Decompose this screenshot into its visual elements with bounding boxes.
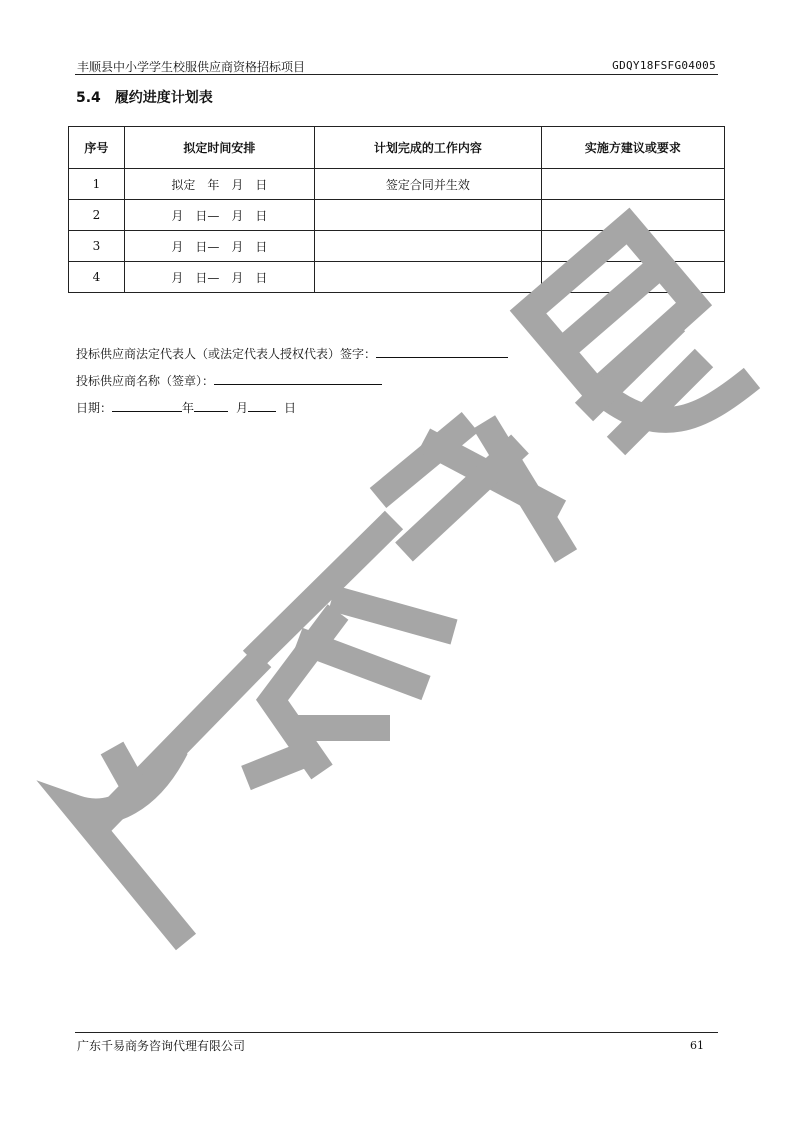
footer-company: 广东千易商务咨询代理有限公司 (77, 1039, 246, 1053)
date-label: 日期： (76, 401, 113, 415)
watermark-qian-bottom (484, 422, 566, 556)
month-field[interactable] (194, 399, 228, 412)
page-footer (75, 1032, 718, 1053)
watermark-guang-top (96, 658, 262, 828)
watermark-dong-left (272, 612, 338, 772)
day-label: 日 (284, 401, 297, 415)
table-row (69, 231, 725, 262)
watermark-yi-hook (584, 322, 676, 412)
cell-suggestion (541, 169, 724, 200)
project-name: 丰顺县中小学学生校服供应商资格招标项目 (77, 60, 306, 74)
cell-content (314, 200, 541, 231)
cell-content (314, 262, 541, 293)
watermark-dong-bar (332, 598, 454, 632)
header-content: 计划完成的工作内容 (314, 127, 541, 169)
watermark-dong-hook (246, 754, 306, 778)
table-row (69, 262, 725, 293)
cell-no: 2 (69, 200, 125, 231)
watermark-yi-tail (616, 358, 704, 446)
cell-suggestion (541, 231, 724, 262)
representative-label: 投标供应商法定代表人（或法定代表人授权代表）签字： (76, 347, 377, 361)
watermark-qian-stem (404, 444, 520, 552)
company-signature-line (76, 372, 382, 389)
watermark-qian-cross (424, 440, 560, 512)
cell-schedule: 月 日— 月 日 (124, 231, 314, 262)
cell-no: 3 (69, 231, 125, 262)
month-label: 月 (236, 401, 249, 415)
watermark-dong-top (252, 520, 394, 660)
watermark-guang-dot (112, 748, 140, 798)
company-name-field[interactable] (214, 372, 382, 385)
cell-content (314, 231, 541, 262)
year-field[interactable] (112, 399, 182, 412)
cell-schedule: 月 日— 月 日 (124, 200, 314, 231)
page-number: 61 (690, 1039, 704, 1052)
cell-content: 签定合同并生效 (314, 169, 541, 200)
date-line (76, 399, 296, 416)
cell-schedule: 拟定 年 月 日 (124, 169, 314, 200)
watermark-qian-top (378, 422, 470, 498)
watermark-yi-sweep (600, 378, 752, 420)
representative-signature-line (76, 345, 508, 362)
section-title-text: 履约进度计划表 (114, 90, 213, 106)
header-suggestion: 实施方建议或要求 (541, 127, 724, 169)
day-field[interactable] (248, 399, 276, 412)
page-header (75, 58, 718, 75)
header-schedule: 拟定时间安排 (124, 127, 314, 169)
table-row (69, 169, 725, 200)
watermark-guang-sweep (76, 748, 186, 942)
cell-suggestion (541, 262, 724, 293)
table-header-row (69, 127, 725, 169)
schedule-table (68, 126, 725, 293)
project-code: GDQY18FSFG04005 (612, 59, 716, 72)
year-label: 年 (182, 401, 195, 415)
watermark-dong-mid (298, 640, 426, 688)
header-seq: 序号 (69, 127, 125, 169)
section-title (76, 87, 213, 107)
section-number: 5.4 (76, 90, 101, 106)
company-label: 投标供应商名称（签章）： (76, 374, 215, 388)
representative-signature-field[interactable] (376, 345, 508, 358)
table-row (69, 200, 725, 231)
cell-no: 4 (69, 262, 125, 293)
cell-suggestion (541, 200, 724, 231)
cell-schedule: 月 日— 月 日 (124, 262, 314, 293)
cell-no: 1 (69, 169, 125, 200)
